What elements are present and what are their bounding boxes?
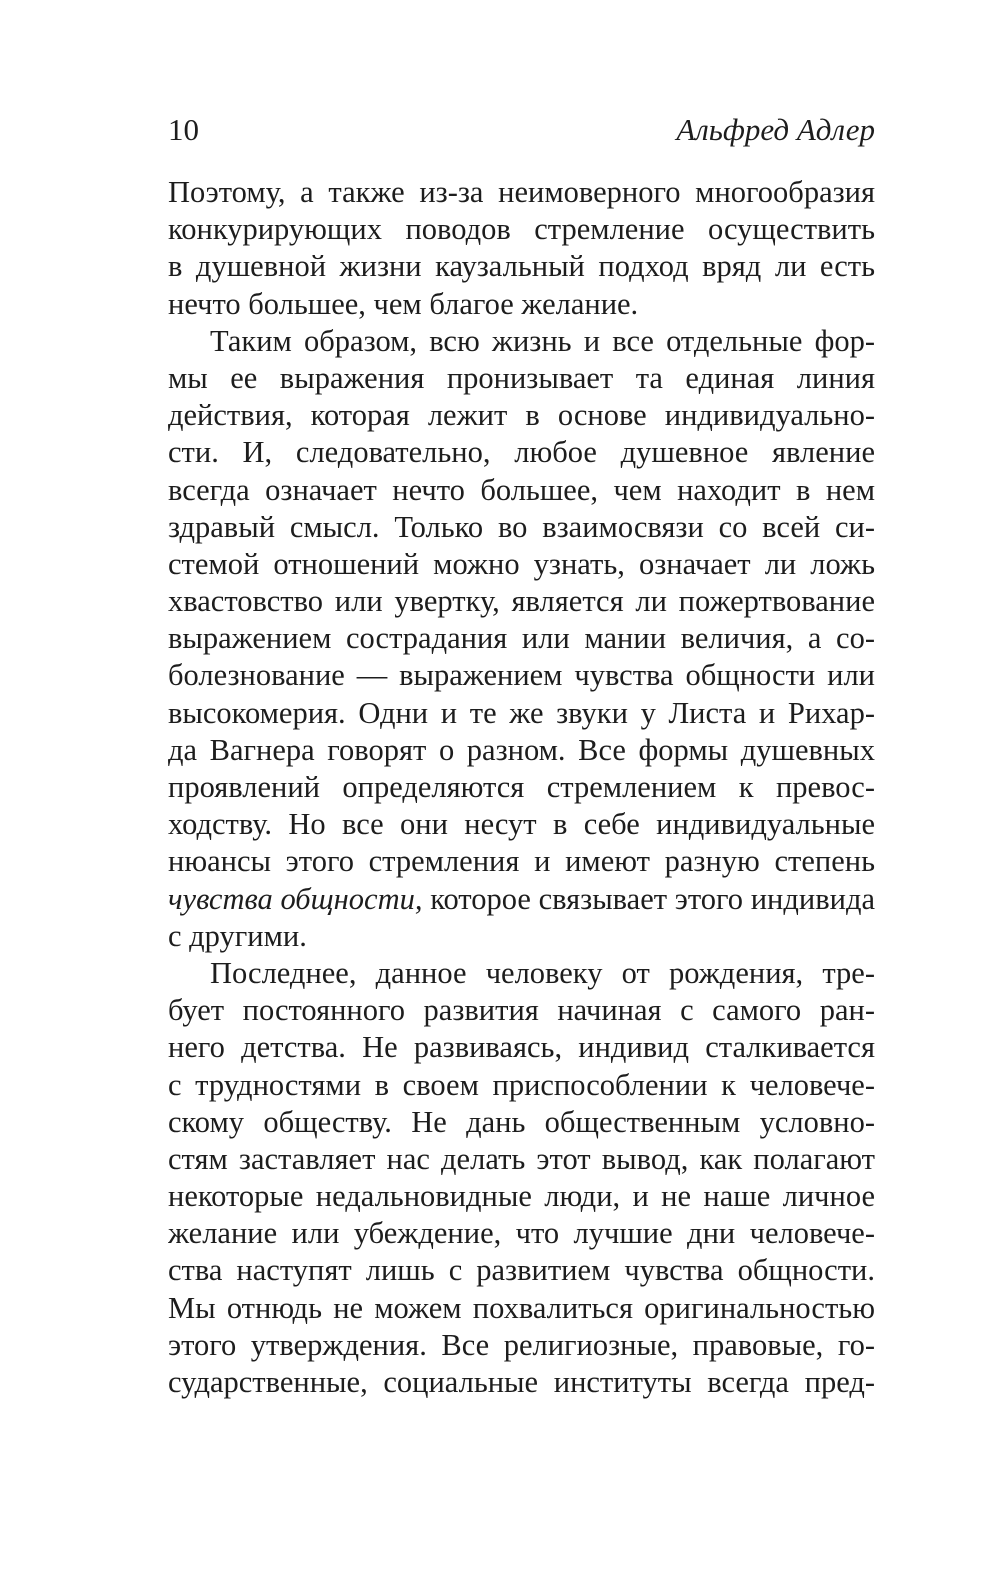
text-line: высокомерия. Одни и те же звуки у Листа и Рихар- bbox=[168, 695, 875, 730]
text-line-emphasis bbox=[168, 881, 875, 918]
text-line: с другими. bbox=[168, 918, 307, 953]
text-line: него детства. Не развиваясь, индивид сталкивается bbox=[168, 1030, 875, 1065]
text-line: здравый смысл. Только во взаимосвязи со всей си- bbox=[168, 509, 875, 544]
text-line: бует постоянного развития начиная с самого ран- bbox=[168, 993, 875, 1028]
text-line: Последнее, данное человеку от рождения, тре- bbox=[210, 955, 875, 990]
text-line: сти. И, следовательно, любое душевное явление bbox=[168, 435, 875, 470]
text-line: скому обществу. Не дань общественным условно- bbox=[168, 1104, 875, 1139]
text-span: которое связывает этого индивида bbox=[422, 881, 875, 916]
body-text bbox=[168, 174, 875, 1401]
text-line: некоторые недальновидные люди, и не наше личное bbox=[168, 1179, 875, 1214]
page-header bbox=[168, 108, 875, 152]
text-line: Поэтому, а также из-за неимоверного многообразия bbox=[168, 175, 875, 209]
paragraph bbox=[168, 955, 875, 1401]
running-head-author: Альфред Адлер bbox=[676, 112, 875, 147]
text-line: ходству. Но все они несут в себе индивидуальные bbox=[168, 807, 875, 842]
text-line: нюансы этого стремления и имеют разную степень bbox=[168, 844, 875, 879]
text-line: ства наступят лишь с развитием чувства общности. bbox=[168, 1253, 875, 1288]
text-line: выражением сострадания или мании величия, а со- bbox=[168, 621, 875, 656]
text-line: да Вагнера говорят о разном. Все формы душевных bbox=[168, 732, 875, 767]
text-line: с трудностями в своем приспособлении к человече- bbox=[168, 1067, 875, 1102]
text-line: всегда означает нечто большее, чем находит в нем bbox=[168, 472, 875, 507]
italic-term: чувства общности, bbox=[168, 881, 423, 916]
text-line: стемой отношений можно узнать, означает ли ложь bbox=[168, 546, 875, 581]
page-number: 10 bbox=[168, 112, 199, 147]
text-line: действия, которая лежит в основе индивидуально- bbox=[168, 398, 875, 433]
text-line: этого утверждения. Все религиозные, правовые, го- bbox=[168, 1327, 875, 1362]
text-line: Таким образом, всю жизнь и все отдельные фор- bbox=[210, 323, 875, 358]
paragraph bbox=[168, 174, 875, 323]
text-line: болезнование — выражением чувства общности или bbox=[168, 658, 875, 693]
text-line: в душевной жизни каузальный подход вряд ли есть bbox=[168, 249, 875, 284]
text-line: нечто большее, чем благое желание. bbox=[168, 286, 639, 321]
text-line: проявлений определяются стремлением к превос- bbox=[168, 770, 875, 804]
text-line: стям заставляет нас делать этот вывод, как полагают bbox=[168, 1141, 875, 1176]
text-line: конкурирующих поводов стремление осуществить bbox=[168, 212, 875, 247]
text-line: сударственные, социальные институты всегда пред- bbox=[168, 1365, 875, 1399]
text-line: Мы отнюдь не можем похвалиться оригинальностью bbox=[168, 1290, 875, 1325]
text-line: желание или убеждение, что лучшие дни человече- bbox=[168, 1216, 875, 1251]
paragraph bbox=[168, 323, 875, 955]
text-line: хвастовство или увертку, является ли пожертвование bbox=[168, 584, 875, 619]
text-line: мы ее выражения пронизывает та единая линия bbox=[168, 360, 875, 395]
